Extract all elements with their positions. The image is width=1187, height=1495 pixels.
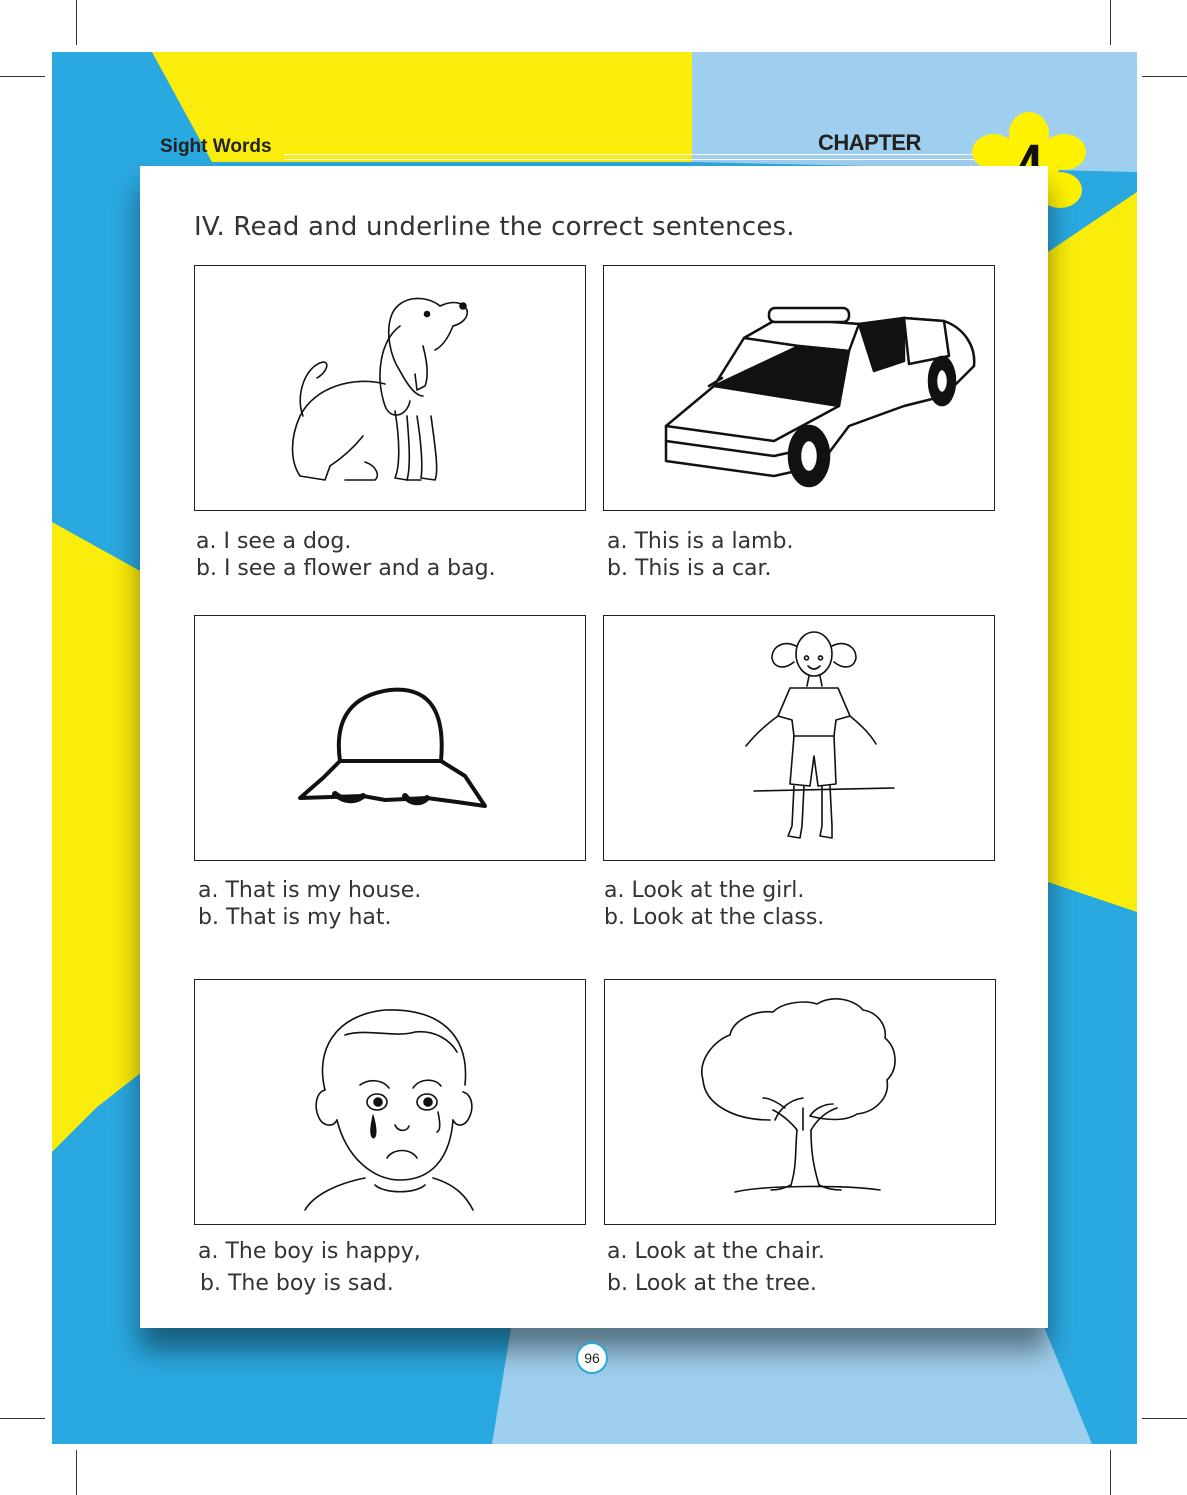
option-a-tree[interactable]: a. Look at the chair.	[607, 1239, 825, 1264]
crop-mark	[1142, 76, 1187, 77]
dog-icon	[195, 266, 585, 510]
girl-picture-frame	[603, 615, 995, 861]
crop-mark	[1110, 1450, 1111, 1495]
crop-mark	[0, 1418, 45, 1419]
dog-picture-frame	[194, 265, 586, 511]
hat-picture-frame	[194, 615, 586, 861]
tree-picture-frame	[604, 979, 996, 1225]
option-b-hat[interactable]: b. That is my hat.	[198, 905, 392, 930]
car-icon	[604, 266, 994, 510]
option-a-dog[interactable]: a. I see a dog.	[196, 529, 352, 554]
option-b-car[interactable]: b. This is a car.	[607, 556, 772, 581]
section-label: Sight Words	[160, 136, 272, 157]
crop-mark	[76, 1450, 77, 1495]
hat-icon	[195, 616, 585, 860]
tree-icon	[605, 980, 995, 1224]
crop-mark	[1110, 0, 1111, 45]
girl-icon	[604, 616, 994, 860]
option-a-girl[interactable]: a. Look at the girl.	[604, 878, 805, 903]
instruction-heading: IV. Read and underline the correct sentences.	[194, 212, 795, 242]
sad-boy-icon	[195, 980, 585, 1224]
sad-boy-picture-frame	[194, 979, 586, 1225]
option-b-boy[interactable]: b. The boy is sad.	[200, 1271, 394, 1296]
option-a-car[interactable]: a. This is a lamb.	[607, 529, 794, 554]
option-b-girl[interactable]: b. Look at the class.	[604, 905, 825, 930]
car-picture-frame	[603, 265, 995, 511]
crop-mark	[76, 0, 77, 45]
chapter-label: CHAPTER	[818, 130, 921, 155]
crop-mark	[0, 76, 45, 77]
option-b-dog[interactable]: b. I see a flower and a bag.	[196, 556, 496, 581]
option-a-boy[interactable]: a. The boy is happy,	[198, 1239, 421, 1264]
page-number: 96	[576, 1342, 608, 1374]
option-a-hat[interactable]: a. That is my house.	[198, 878, 422, 903]
option-b-tree[interactable]: b. Look at the tree.	[607, 1271, 817, 1296]
crop-mark	[1142, 1418, 1187, 1419]
